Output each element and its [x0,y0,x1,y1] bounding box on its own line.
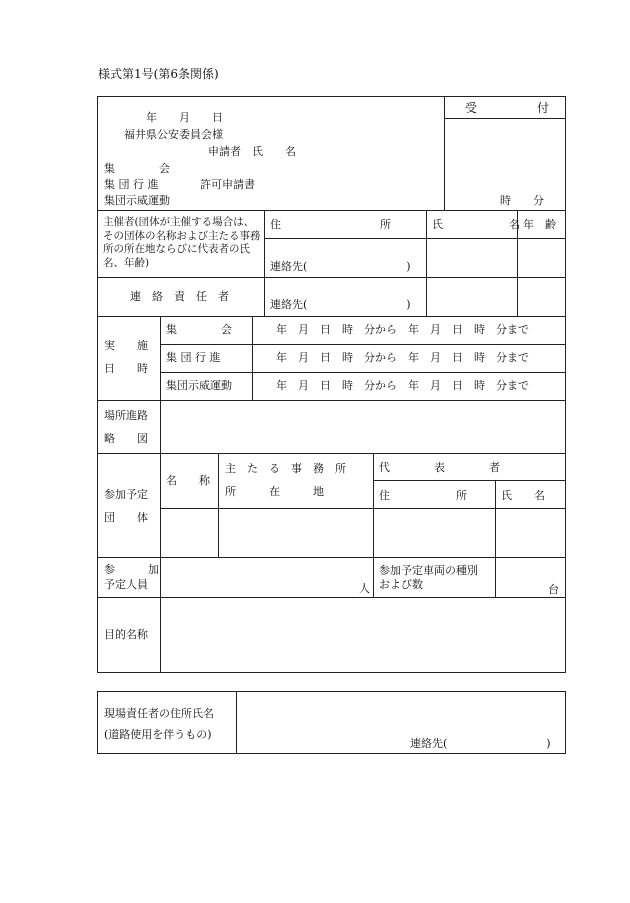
vehicles-label-1: 参加予定車両の種別 [379,564,478,577]
impl-type-march: 集 団 行 進 [166,351,221,364]
type-demonstration: 集団示威運動 [104,194,170,207]
onsite-label-2: (道路使用を伴うもの) [104,728,212,741]
impl-range-march: 年 月 日 時 分から 年 月 日 時 分まで [276,351,529,364]
type-assembly: 集 会 [104,162,170,175]
organizer-name-header: 氏 名 [432,218,520,231]
participants-unit: 人 [359,582,370,595]
impl-type-demonstration: 集団示威運動 [166,379,232,392]
form-id: 様式第1号(第6条関係) [98,67,219,81]
date-line: 年 月 日 [146,111,223,124]
liaison-contact: 連絡先( ) [270,298,411,311]
participants-label-1: 参 加 [104,563,159,576]
organizer-address-header: 住 所 [270,218,391,231]
organizer-label: 主催者(団体が主催する場合は、その団体の名称および主たる事務所の所在地ならびに代表者の氏名、年齢) [103,216,261,269]
addressee: 福井県公安委員会様 [124,128,223,141]
organizer-contact: 連絡先( ) [270,260,411,273]
onsite-label-1: 現場責任者の住所氏名 [104,707,214,720]
organizer-age-header: 年 齢 [523,218,556,231]
impl-range-demonstration: 年 月 日 時 分から 年 月 日 時 分まで [276,379,529,392]
route-label-1: 場所進路 [104,409,148,422]
type-march: 集 団 行 進 [104,178,159,191]
participants-label-2: 予定人員 [104,578,148,591]
vehicles-unit: 台 [548,583,559,596]
purpose-label: 目的名称 [104,628,148,641]
group-name-header: 名 称 [166,474,210,487]
office-header-1: 主 た る 事 務 所 [225,462,346,475]
implementation-label-1: 実 施 [104,339,148,352]
onsite-contact: 連絡先( ) [410,737,551,750]
rep-name-header: 氏 名 [501,489,545,502]
vehicles-label-2: および数 [379,578,423,591]
rep-address-header: 住 所 [379,489,467,502]
permit-title: 許可申請書 [200,178,255,191]
impl-type-assembly: 集 会 [166,323,232,336]
applicant: 申請者 氏 名 [208,145,296,158]
rep-header: 代 表 者 [379,461,500,474]
receipt-label: 受 付 [465,101,550,115]
groups-label-2: 団 体 [104,511,148,524]
route-label-2: 略 図 [104,432,148,445]
receipt-time: 時 分 [500,194,544,207]
groups-label-1: 参加予定 [104,488,148,501]
office-header-2: 所 在 地 [225,485,324,498]
liaison-label: 連 絡 責 任 者 [130,290,229,303]
impl-range-assembly: 年 月 日 時 分から 年 月 日 時 分まで [276,323,529,336]
implementation-label-2: 日 時 [104,362,148,375]
